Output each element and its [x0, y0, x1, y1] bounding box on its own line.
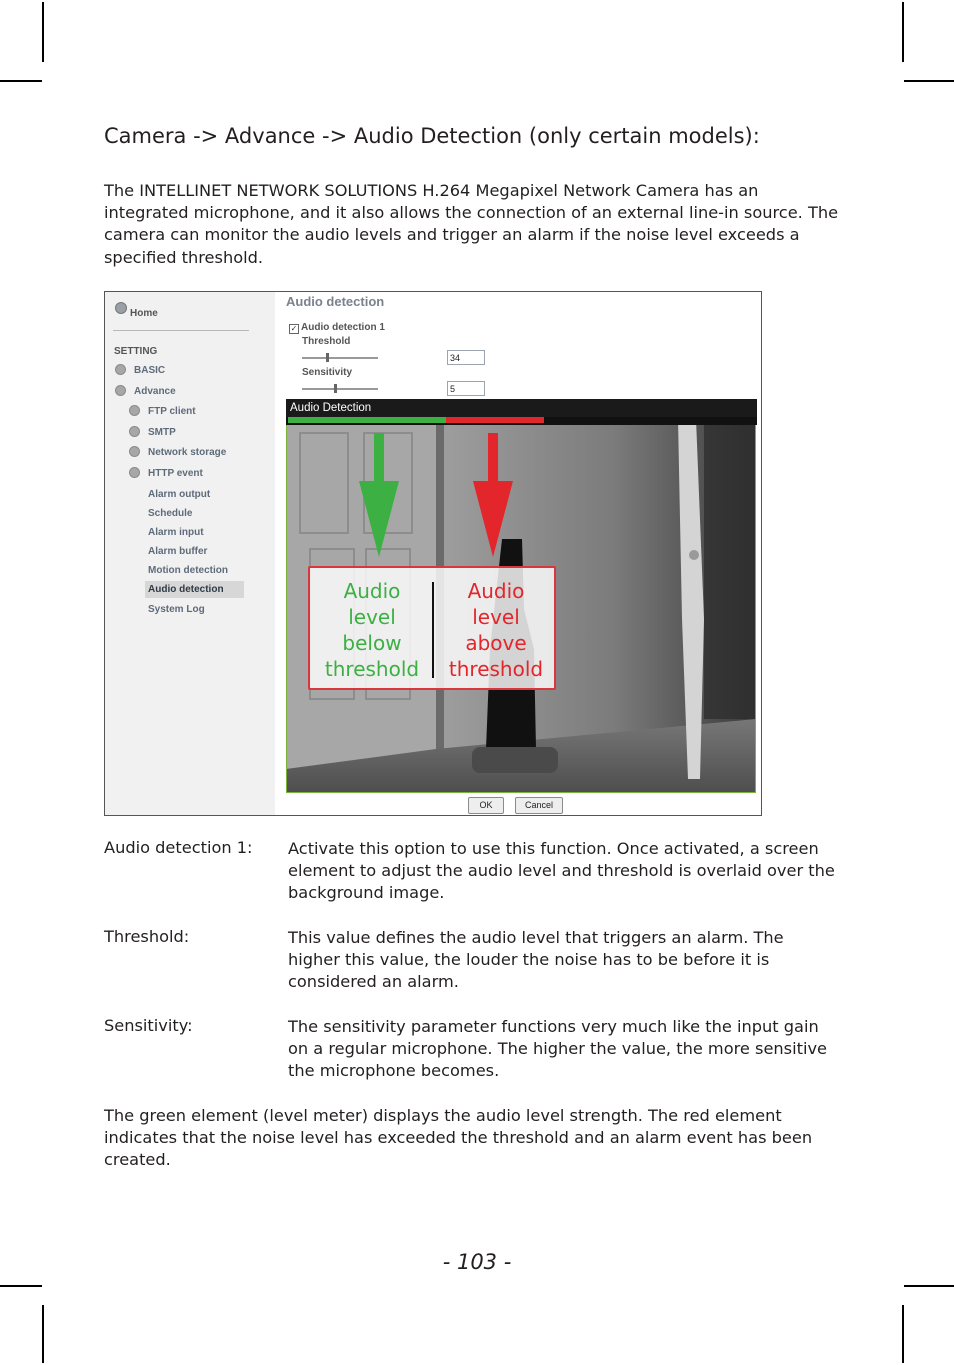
callout-right-line: Audio	[467, 579, 525, 603]
sidebar-item-motion-detection[interactable]: Motion detection	[148, 565, 228, 577]
audio-level-callout	[308, 566, 556, 690]
menu-bullet-icon	[129, 405, 140, 416]
definition-term: Sensitivity:	[104, 1016, 193, 1035]
menu-bullet-icon	[115, 364, 126, 375]
green-arrow-shaft	[374, 433, 384, 485]
callout-right-line: level	[472, 605, 520, 629]
sensitivity-input[interactable]: 5	[447, 381, 485, 396]
intro-paragraph: The INTELLINET NETWORK SOLUTIONS H.264 Megapixel Network Camera has an integrated microphone, and it also allows the connection of an external line-in source. The camera can monitor the audio levels and trigger an alarm if the noise level exceeds a specified threshold.	[104, 181, 839, 267]
definition-description: Activate this option to use this function. Once activated, a screen element to adjust the audio level and threshold is overlaid over the background image.	[288, 839, 835, 903]
crop-mark	[904, 1285, 954, 1287]
sidebar-item-system-log[interactable]: System Log	[148, 603, 205, 615]
sidebar-item-smtp[interactable]: SMTP	[148, 426, 176, 438]
sidebar-item-network-storage[interactable]: Network storage	[148, 447, 227, 459]
audio-detection-checkbox[interactable]: ✓	[290, 324, 298, 333]
threshold-label: Threshold	[302, 336, 351, 347]
callout-left-line: level	[348, 605, 396, 629]
crop-mark	[42, 2, 44, 62]
crop-mark	[42, 1305, 44, 1363]
callout-right-text	[434, 578, 558, 682]
sensitivity-slider[interactable]	[302, 388, 378, 390]
callout-left-text	[310, 578, 434, 682]
closing-paragraph: The green element (level meter) displays the audio level strength. The red element indicates that the noise level has exceeded the threshold and an alarm event has been created.	[104, 1106, 813, 1170]
page-number: - 103 -	[442, 1250, 512, 1274]
sidebar-item-alarm-output[interactable]: Alarm output	[148, 488, 211, 500]
callout-left-line: threshold	[324, 657, 420, 681]
threshold-slider-handle[interactable]	[326, 353, 329, 362]
crop-mark	[0, 80, 42, 82]
settings-sidebar	[105, 292, 275, 815]
embedded-screenshot	[104, 291, 762, 816]
cancel-button[interactable]: Cancel	[515, 797, 563, 814]
menu-bullet-icon	[129, 467, 140, 478]
sidebar-item-ftp-client[interactable]: FTP client	[148, 406, 196, 418]
audio-detection-window-title: Audio Detection	[286, 399, 757, 417]
audio-detection-checkbox-label: Audio detection 1	[301, 322, 385, 333]
crop-mark	[0, 1285, 42, 1287]
sidebar-item-alarm-input[interactable]: Alarm input	[148, 527, 204, 538]
ok-button[interactable]: OK	[468, 797, 504, 814]
red-arrow-shaft	[488, 433, 498, 485]
sidebar-divider	[113, 330, 249, 331]
green-arrow-head	[359, 481, 399, 557]
definition-description: This value defines the audio level that triggers an alarm. The higher this value, the louder the noise has to be before it is considered an alarm.	[288, 928, 784, 992]
sidebar-item-schedule[interactable]: Schedule	[148, 507, 193, 519]
crop-mark	[902, 2, 904, 62]
sidebar-item-advance[interactable]: Advance	[134, 385, 176, 397]
callout-left-line: Audio	[343, 579, 401, 603]
menu-bullet-icon	[115, 385, 126, 396]
callout-right-line: above	[465, 631, 527, 655]
crop-mark	[902, 1305, 904, 1363]
callout-left-line: below	[342, 631, 402, 655]
sensitivity-slider-handle[interactable]	[334, 384, 337, 393]
threshold-input[interactable]: 34	[447, 350, 485, 365]
threshold-slider[interactable]	[302, 357, 378, 359]
sidebar-home-link[interactable]: Home	[130, 308, 158, 319]
sidebar-item-http-event[interactable]: HTTP event	[148, 468, 203, 479]
crop-mark	[904, 80, 954, 82]
definition-term: Audio detection 1:	[104, 838, 253, 857]
home-icon	[115, 302, 127, 314]
red-arrow-head	[473, 481, 513, 557]
menu-bullet-icon	[129, 426, 140, 437]
section-heading: Camera -> Advance -> Audio Detection (only certain models):	[104, 124, 760, 148]
sidebar-item-basic[interactable]: BASIC	[134, 365, 166, 376]
callout-right-line: threshold	[448, 657, 544, 681]
panel-title: Audio detection	[286, 294, 385, 309]
sidebar-setting-heading: SETTING	[114, 346, 158, 357]
menu-bullet-icon	[129, 446, 140, 457]
definition-description: The sensitivity parameter functions very much like the input gain on a regular microphone. The higher the value, the more sensitive the microphone becomes.	[288, 1017, 827, 1081]
definition-term: Threshold:	[104, 927, 190, 946]
sensitivity-label: Sensitivity	[302, 367, 353, 378]
sidebar-item-audio-detection[interactable]: Audio detection	[145, 581, 244, 598]
sidebar-item-alarm-buffer[interactable]: Alarm buffer	[148, 546, 208, 558]
